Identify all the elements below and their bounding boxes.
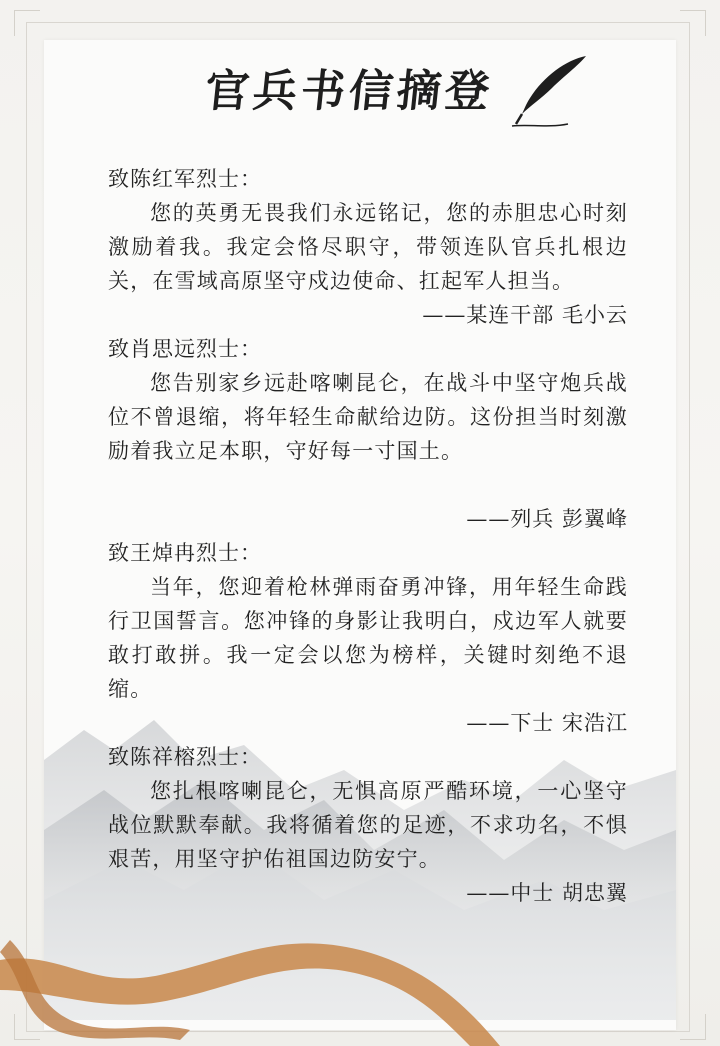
letter-body: 当年，您迎着枪林弹雨奋勇冲锋，用年轻生命践行卫国誓言。您冲锋的身影让我明白，戍边军人就要敢打敢拼。我一定会以您为榜样，关键时刻绝不退缩。 (108, 575, 628, 701)
frame-corner-top-left (14, 10, 40, 36)
letter-signature: ——中士 胡忠翼 (466, 881, 628, 905)
page-title: 官兵书信摘登 (202, 66, 496, 117)
letter-signature: ——某连干部 毛小云 (422, 303, 628, 327)
frame-corner-top-right (680, 10, 706, 36)
letters-content (108, 162, 628, 910)
letter-4 (108, 740, 628, 910)
letter-greeting: 致肖思远烈士： (108, 337, 262, 361)
ribbon-decoration (0, 920, 720, 1046)
letter-greeting: 致陈祥榕烈士： (108, 745, 262, 769)
letter-greeting: 致陈红军烈士： (108, 167, 262, 191)
letter-signature: ——下士 宋浩江 (466, 711, 628, 735)
letter-2 (108, 332, 628, 536)
letter-body: 您的英勇无畏我们永远铭记，您的赤胆忠心时刻激励着我。我定会恪尽职守，带领连队官兵扎根边关，在雪域高原坚守戍边使命、扛起军人担当。 (108, 201, 628, 293)
letter-body: 您告别家乡远赴喀喇昆仑，在战斗中坚守炮兵战位不曾退缩，将年轻生命献给边防。这份担当时刻激励着我立足本职，守好每一寸国土。 (108, 371, 628, 463)
letter-body: 您扎根喀喇昆仑，无惧高原严酷环境，一心坚守战位默默奉献。我将循着您的足迹，不求功名，不惧艰苦，用坚守护佑祖国边防安宁。 (108, 779, 628, 871)
letter-signature: ——列兵 彭翼峰 (466, 507, 628, 531)
letter-1 (108, 162, 628, 332)
quill-pen-icon (508, 54, 590, 128)
letter-3 (108, 536, 628, 740)
letter-greeting: 致王焯冉烈士： (108, 541, 262, 565)
